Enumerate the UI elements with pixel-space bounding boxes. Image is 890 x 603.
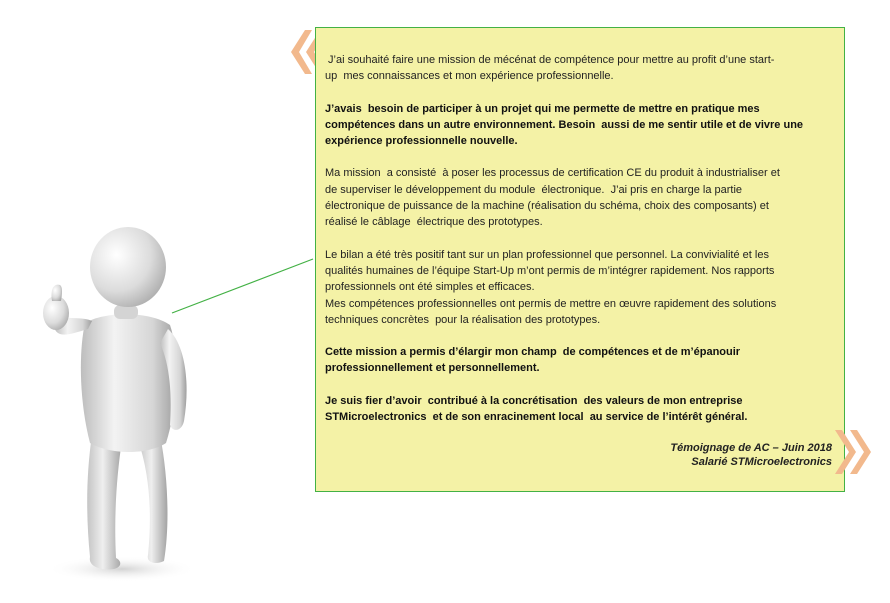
testimonial-text <box>325 52 834 425</box>
text-line: réalisé le câblage électrique des prototypes. <box>325 216 543 229</box>
paragraph-gap <box>325 149 834 165</box>
text-line: Cette mission a permis d’élargir mon champ de compétences et de m’épanouir <box>325 346 741 359</box>
testimonial-paragraph <box>325 165 834 230</box>
right-guillemet-icon <box>829 428 875 476</box>
text-line: expérience professionnelle nouvelle. <box>325 135 518 148</box>
testimonial-paragraph <box>325 101 834 150</box>
testimonial-paragraph <box>325 52 834 85</box>
text-line: de superviser le développement du module électronique. J’ai pris en charge la partie <box>325 183 743 196</box>
paragraph-gap <box>325 328 834 344</box>
text-line: compétences dans un autre environnement. Besoin aussi de me sentir utile et de vivre une <box>325 118 804 131</box>
testimonial-signature <box>325 442 834 469</box>
thumbs-up-person-icon <box>30 225 210 585</box>
testimonial-paragraph <box>325 344 834 377</box>
text-line: Je suis fier d’avoir contribué à la concrétisation des valeurs de mon entreprise <box>325 394 743 407</box>
paragraph-gap <box>325 377 834 393</box>
text-line: J’avais besoin de participer à un projet qui me permette de mettre en pratique mes <box>325 102 760 115</box>
text-line: J’ai souhaité faire une mission de mécénat de compétence pour mettre au profit d’une start- <box>325 54 775 66</box>
text-line: techniques concrètes pour la réalisation des prototypes. <box>325 313 601 326</box>
text-line: Ma mission a consisté à poser les processus de certification CE du produit à industrialiser et <box>325 167 780 180</box>
text-line: Mes compétences professionnelles ont permis de mettre en œuvre rapidement des solutions <box>325 297 777 310</box>
testimonial-paragraph <box>325 247 834 328</box>
testimonial-box <box>315 27 845 492</box>
paragraph-gap <box>325 85 834 101</box>
text-line: up mes connaissances et mon expérience professionnelle. <box>325 70 614 83</box>
signature-line-2: Salarié STMicroelectronics <box>691 455 832 468</box>
text-line: professionnellement et personnellement. <box>325 362 540 375</box>
paragraph-gap <box>325 231 834 247</box>
text-line: STMicroelectronics et de son enracinement local au service de l’intérêt général. <box>325 411 748 424</box>
signature-line-1: Témoignage de AC – Juin 2018 <box>670 442 832 455</box>
text-line: électronique de puissance de la machine (réalisation du schéma, choix des composants) et <box>325 200 769 213</box>
text-line: qualités humaines de l’équipe Start-Up m’ont permis de m’intégrer rapidement. Nos rapports <box>325 264 775 277</box>
text-line: Le bilan a été très positif tant sur un plan professionnel que personnel. La convivialité et les <box>325 248 769 261</box>
text-line: professionnels ont été simples et efficaces. <box>325 281 535 294</box>
testimonial-paragraph <box>325 393 834 426</box>
